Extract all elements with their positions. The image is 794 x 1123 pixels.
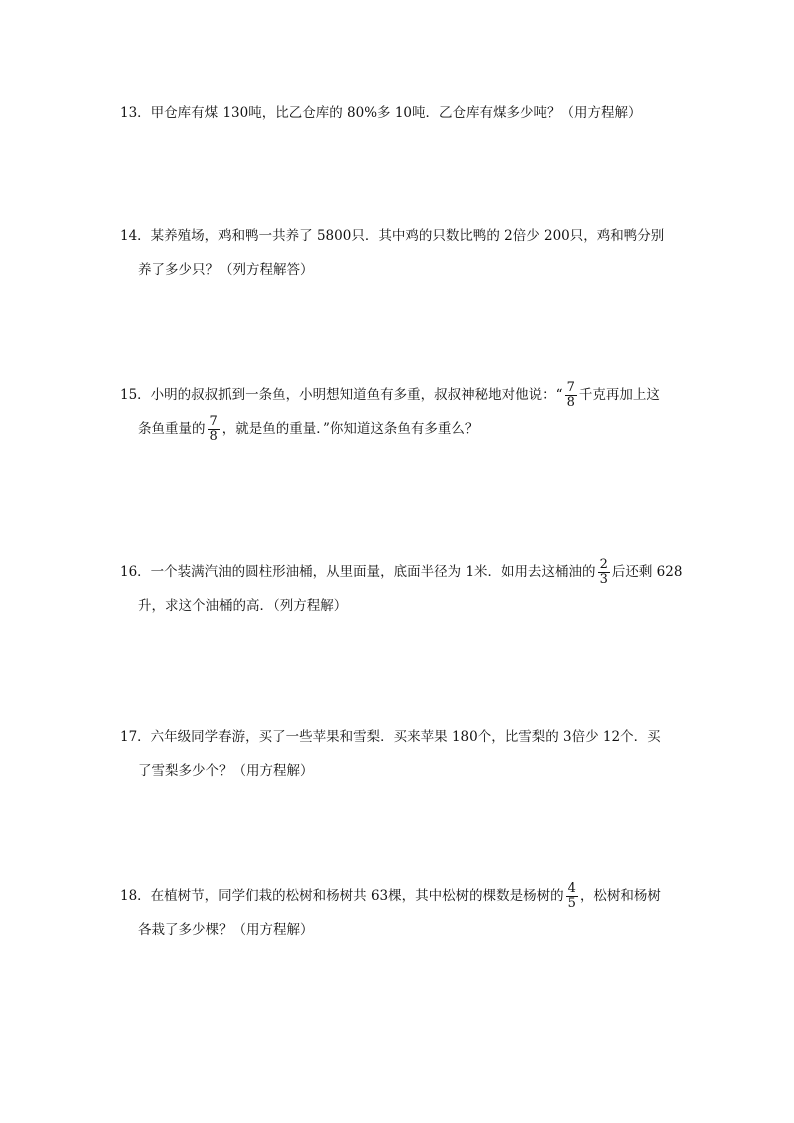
question-15-line-2b: ，就是鱼的重量．”你知道这条鱼有多重么？ [221,421,479,437]
question-18-line-1b: ，松树和杨树 [579,888,661,904]
fraction-numerator: 4 [567,880,576,896]
fraction-numerator: 7 [566,379,575,395]
question-18-line-2: 各栽了多少棵？（用方程解） [138,922,314,938]
fraction-denominator: 3 [599,571,608,587]
question-14-line-2: 养了多少只？（列方程解答） [138,262,314,278]
fraction-4-5 [566,882,578,911]
question-16-line-1b: 后还剩 628 [611,564,683,580]
question-16-line-1a: 16．一个装满汽油的圆柱形油桶，从里面量，底面半径为 1米．如用去这桶油的 [120,564,596,580]
question-17-line-1: 17．六年级同学春游，买了一些苹果和雪梨．买来苹果 180个，比雪梨的 3倍少 12个．买 [120,729,661,745]
question-18-line-1a: 18．在植树节，同学们栽的松树和杨树共 63棵，其中松树的棵数是杨树的 [120,888,564,904]
question-14-line-1: 14．某养殖场，鸡和鸭一共养了 5800只．其中鸡的只数比鸭的 2倍少 200只，鸡和鸭分别 [120,228,665,244]
question-15 [120,378,680,446]
fraction-7-8-a [565,381,577,410]
question-13 [120,96,680,130]
question-18 [120,879,680,947]
question-16-line-2: 升，求这个油桶的高．（列方程解） [138,598,348,614]
fraction-2-3 [598,558,610,587]
question-17 [120,720,680,788]
fraction-7-8-b [208,415,220,444]
question-15-line-2a: 条鱼重量的 [138,421,206,437]
question-14 [120,219,680,287]
question-16 [120,555,683,623]
question-15-line-1b: 千克再加上这 [578,387,660,403]
fraction-denominator: 5 [567,895,576,911]
fraction-denominator: 8 [566,394,575,410]
question-15-line-1a: 15．小明的叔叔抓到一条鱼，小明想知道鱼有多重，叔叔神秘地对他说：“ [120,387,563,403]
fraction-numerator: 7 [209,413,218,429]
fraction-numerator: 2 [599,556,608,572]
question-17-line-2: 了雪梨多少个？（用方程解） [138,763,314,779]
fraction-denominator: 8 [209,428,218,444]
question-13-text: 13．甲仓库有煤 130吨，比乙仓库的 80%多 10吨．乙仓库有煤多少吨？（用方程解） [120,105,642,121]
